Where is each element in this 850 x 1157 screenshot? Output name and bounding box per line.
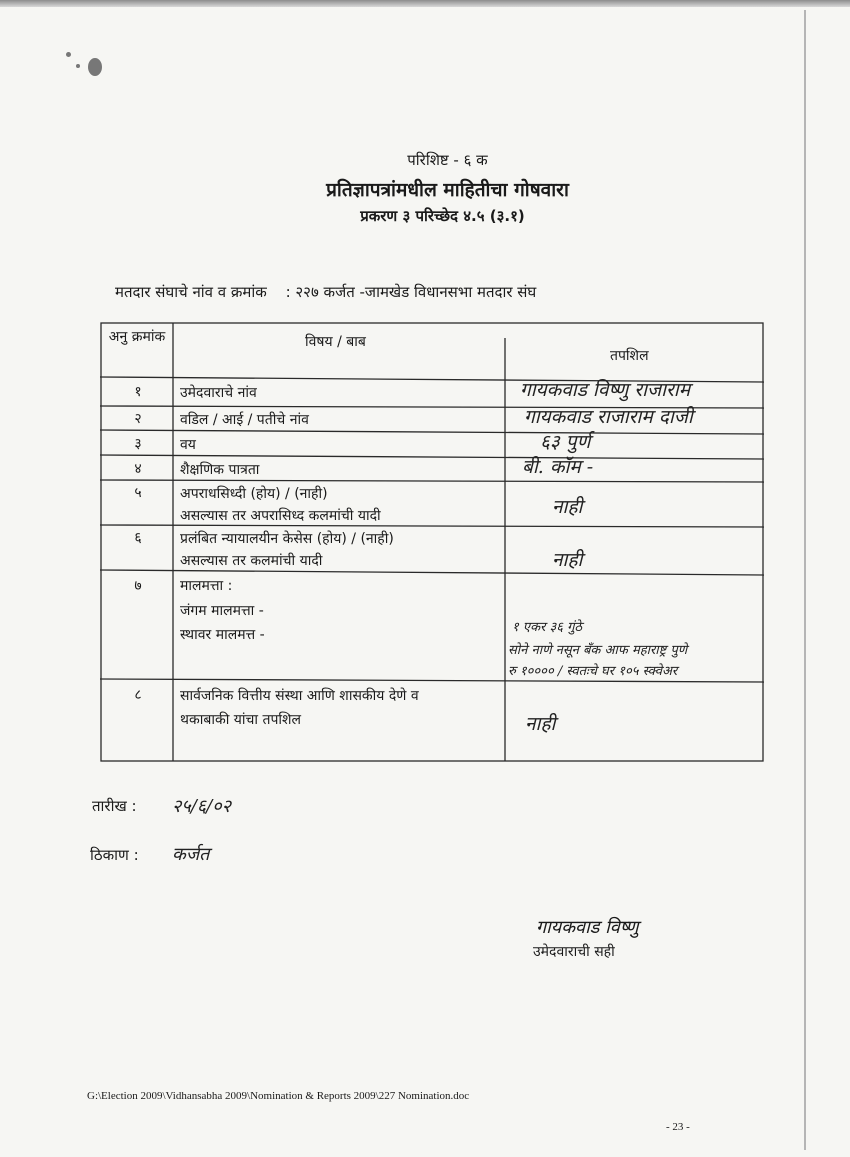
row-1-num: १ [134,384,142,400]
row-8-subject-line-1: सार्वजनिक वित्तीय संस्था आणि शासकीय देणे व [180,688,419,704]
row-2-subject: वडिल / आई / पतीचे नांव [180,412,309,428]
row-7-answer-line-2: सोने नाणे नसून बँक आफ महाराष्ट्र पुणे [508,643,688,658]
place-value: कर्जत [172,844,210,865]
row-7-num: ७ [134,578,142,594]
row-4-subject: शैक्षणिक पात्रता [180,462,260,478]
row-7-subject-line-3: स्थावर मालमत्त - [180,627,265,643]
row-3-subject: वय [180,437,196,453]
row-6-answer: नाही [552,549,583,571]
header-details: तपशिल [610,348,649,364]
scan-top-edge [0,0,850,7]
row-5-subject-line-1: अपराधसिध्दी (होय) / (नाही) [180,486,328,502]
affidavit-summary-table [100,322,764,762]
row-7-answer-line-1: १ एकर ३६ गुंठे [512,620,583,635]
row-6-subject-line-1: प्रलंबित न्यायालयीन केसेस (होय) / (नाही) [180,531,394,547]
row-3-num: ३ [134,436,142,452]
row-8-num: ८ [134,687,142,703]
row-3-answer: ६३ पुर्ण [540,431,591,453]
page-number: - 23 - [666,1121,690,1133]
constituency-value: : २२७ कर्जत -जामखेड विधानसभा मतदार संघ [285,283,537,301]
row-1-answer: गायकवाड विष्णु राजाराम [520,379,691,401]
constituency-label: मतदार संघाचे नांव व क्रमांक [115,283,267,301]
row-8-subject-line-2: थकाबाकी यांचा तपशिल [180,712,302,728]
document-title: प्रतिज्ञापत्रांमधील माहितीचा गोषवारा [326,179,569,201]
place-label: ठिकाण : [90,846,139,864]
candidate-signature: गायकवाड विष्णु [536,917,639,938]
row-5-answer: नाही [552,496,583,518]
appendix-label: परिशिष्ट - ६ क [407,151,488,169]
row-2-num: २ [134,411,142,427]
header-subject: विषय / बाब [305,334,366,350]
row-5-subject-line-2: असल्यास तर अपरासिध्द कलमांची यादी [180,508,381,524]
row-6-subject-line-2: असल्यास तर कलमांची यादी [180,553,323,569]
row-1-subject: उमेदवाराचे नांव [180,385,257,401]
row-7-subject-line-1: मालमत्ता : [180,578,233,594]
row-2-answer: गायकवाड राजाराम दाजी [524,406,693,428]
row-5-num: ५ [134,485,142,501]
row-4-answer: बी. कॉम - [522,456,594,478]
date-value: २५/६/०२ [172,796,231,817]
row-8-answer: नाही [525,713,556,735]
signature-label: उमेदवाराची सही [533,944,615,960]
constituency-line [115,282,536,302]
row-7-subject-line-2: जंगम मालमत्ता - [180,603,264,619]
file-path: G:\Election 2009\Vidhansabha 2009\Nomination & Reports 2009\227 Nomination.doc [87,1090,470,1102]
row-7-answer-line-3: रु १०००० / स्वतःचे घर १०५ स्क्वेअर [508,664,678,679]
row-4-num: ४ [134,461,142,477]
header-serial: अनु क्रमांक [108,329,166,345]
section-reference: प्रकरण ३ परिच्छेद ४.५ (३.१) [360,207,525,225]
date-label: तारीख : [92,797,137,815]
row-6-num: ६ [134,530,142,546]
scan-speck [76,64,80,68]
scan-speck [66,52,71,57]
scan-speck [88,58,102,76]
